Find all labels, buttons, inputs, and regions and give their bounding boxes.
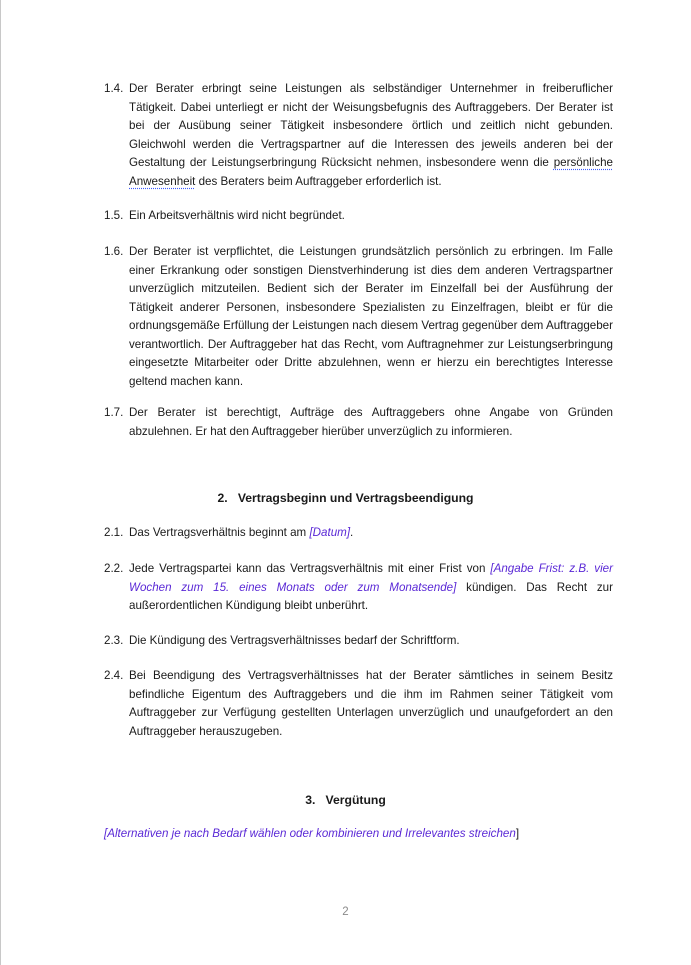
spellcheck-word[interactable]: persönliche bbox=[553, 156, 613, 169]
clause-text-part: des Beraters beim Auftraggeber erforderlich ist. bbox=[195, 174, 442, 188]
clause-1-4 bbox=[104, 80, 613, 191]
clause-text: Der Berater ist berechtigt, Aufträge des Auftraggebers ohne Angabe von Gründen abzulehnen. Er hat den Auftraggeber hierüber unverzüglich zu informieren. bbox=[129, 406, 613, 438]
page-number: 2 bbox=[342, 906, 349, 918]
alternatives-note bbox=[104, 825, 613, 843]
clause-text: Ein Arbeitsverhältnis wird nicht begründet. bbox=[129, 209, 345, 222]
clause-2-3 bbox=[104, 632, 613, 651]
clause-text-part: Jede Vertragspartei kann das Vertragsverhältnis mit einer Frist von bbox=[129, 562, 491, 575]
clause-text-part: Das Vertragsverhältnis beginnt am bbox=[129, 526, 310, 539]
clause-text-part: . bbox=[350, 526, 354, 539]
clause-text-part: kündigen. Das Recht zur außerordentlichen Kündigung bleibt unberührt. bbox=[129, 580, 613, 612]
clause-number: 2.1. bbox=[104, 526, 124, 539]
clause-1-5 bbox=[104, 207, 613, 226]
clause-text: Bei Beendigung des Vertragsverhältnisses hat der Berater sämtliches in seinem Besitz befindliche Eigentum des Auftraggebers und die ihm im Rahmen seiner Tätigkeit vom Auftraggeber zur Verfügung gestellten Unterlagen unverzüglich und unaufgefordert an den Auftraggeber herauszugeben. bbox=[129, 669, 613, 738]
clause-1-6 bbox=[104, 243, 613, 391]
clause-text bbox=[129, 524, 613, 543]
clause-number: 1.6. bbox=[104, 245, 124, 258]
clause-text-part: Der Berater erbringt seine Leistungen als selbständiger Unternehmer in freiberuflicher Tätigkeit. Dabei unterliegt er nicht der Weisungsbefugnis des Auftraggebers. Der Berater ist bei der Ausübung seiner Tätigkeit insbesondere örtlich und zeitlich nicht gebunden. Gleichwohl werden die Vertragspartner auf die Interessen des jeweils anderen bei der Gestaltung der Leistungserbringung Rücksicht nehmen, insbesondere wenn die bbox=[129, 82, 613, 169]
section-heading-3: 3. Vergütung bbox=[305, 793, 386, 807]
clause-number: 2.2. bbox=[104, 562, 124, 575]
clause-2-1 bbox=[104, 524, 613, 543]
placeholder-date[interactable]: [Datum] bbox=[309, 526, 351, 539]
clause-1-7 bbox=[104, 404, 613, 441]
clause-number: 2.4. bbox=[104, 669, 124, 682]
clause-text: Die Kündigung des Vertragsverhältnisses bedarf der Schriftform. bbox=[129, 634, 460, 647]
note-bracket: ] bbox=[515, 827, 520, 840]
clause-2-2 bbox=[104, 560, 613, 616]
section-heading-2: 2. Vertragsbeginn und Vertragsbeendigung bbox=[217, 491, 474, 505]
clause-number: 1.7. bbox=[104, 406, 124, 419]
clause-text: Der Berater ist verpflichtet, die Leistungen grundsätzlich persönlich zu erbringen. Im Falle einer Erkrankung oder sonstigen Dienstverhinderung ist dies dem anderen Vertragspartner unverzüglich mitzuteilen. Bedient sich der Berater im Einzelfall bei der Ausführung der Tätigkeit anderer Personen, insbesondere Spezialisten zu Einzelfragen, bleibt er für die ordnungsgemäße Erfüllung der Leistungen nach diesem Vertrag gegenüber dem Auftraggeber verantwortlich. Der Auftraggeber hat das Recht, vom Auftragnehmer zur Leistungserbringung eingesetzte Mitarbeiter oder Dritte abzulehnen, wenn er hierzu ein berechtigtes Interesse geltend machen kann. bbox=[129, 245, 613, 388]
clause-number: 1.5. bbox=[104, 209, 124, 222]
placeholder-alternatives[interactable]: [Alternativen je nach Bedarf wählen oder kombinieren und Irrelevantes streichen bbox=[104, 827, 516, 840]
placeholder-notice-period[interactable]: [Angabe Frist: z.B. vier Wochen zum 15. eines Monats oder zum Monatsende] bbox=[129, 562, 613, 594]
clause-text bbox=[129, 80, 613, 191]
clause-2-4 bbox=[104, 667, 613, 741]
clause-text bbox=[129, 560, 613, 616]
clause-number: 1.4. bbox=[104, 82, 124, 95]
clause-number: 2.3. bbox=[104, 634, 124, 647]
spellcheck-word[interactable]: Anwesenheit bbox=[129, 174, 196, 188]
